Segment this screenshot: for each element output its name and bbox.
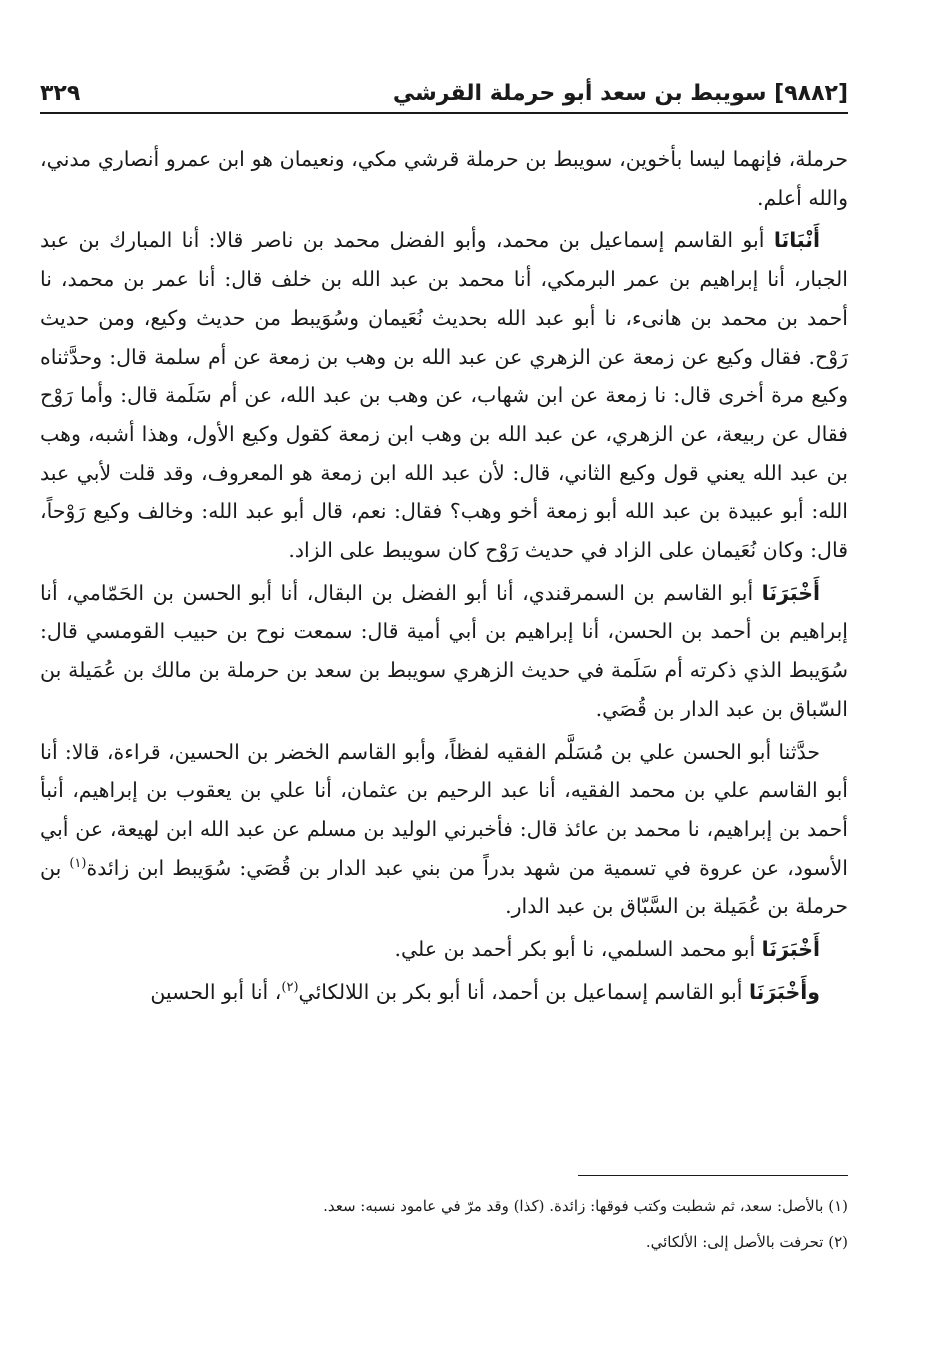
paragraph-text-after: بن حرملة بن عُمَيلة بن السَّبّاق بن عبد الدار.	[40, 855, 848, 919]
paragraph-lead: أَخْبَرَنَا	[761, 580, 820, 605]
paragraph-2	[40, 221, 848, 569]
paragraph-lead: وأَخْبَرَنَا	[748, 979, 820, 1004]
paragraph-text: أبو القاسم بن السمرقندي، أنا أبو الفضل بن البقال، أنا أبو الحسن بن الحَمّامي، أنا إبراهيم بن أحمد بن الحسن، أنا إبراهيم بن أبي أمية قال: سمعت نوح بن حبيب القومسي قال: سُوَيبط الذي ذكرته أم سَلَمة في حديث الزهري سويبط بن سعد بن حرملة بن مالك بن عُمَيلة بن السّباق بن عبد الدار بن قُصَي.	[40, 580, 849, 721]
footnote-1: (١) بالأصل: سعد، ثم شطبت وكتب فوقها: زائدة. (كذا) وقد مرّ في عامود نسبه: سعد.	[323, 1197, 848, 1215]
footnote-ref-2[interactable]: (٢)	[281, 979, 299, 995]
page-number: ٣٢٩	[40, 81, 81, 106]
running-header	[40, 66, 848, 114]
footnote-2: (٢) تحرفت بالأصل إلى: الألكائي.	[645, 1233, 848, 1251]
paragraph-text: أبو القاسم إسماعيل بن محمد، وأبو الفضل محمد بن ناصر قالا: أنا المبارك بن عبد الجبار، أنا إبراهيم بن عمر البرمكي، أنا محمد بن عبد الله بن خلف قال: أنا عمر بن محمد، نا أحمد بن محمد بن هانىء، نا أبو عبد الله بحديث نُعَيمان وسُوَيبط من حديث وكيع، ومن حديث رَوْح. فقال وكيع عن زمعة عن الزهري عن عبد الله بن وهب بن زمعة عن أم سلمة قال: وحدَّثناه وكيع مرة أخرى قال: نا زمعة عن ابن شهاب، عن وهب بن عبد الله، عن أم سَلَمة قال: وأما رَوْح فقال عن ربيعة، عن الزهري، عن عبد الله بن وهب ابن زمعة كقول وكيع الأول، وهذا أشبه، وهب بن عبد الله يعني قول وكيع الثاني، قال: لأن عبد الله ابن زمعة هو المعروف، وقد قلت لأبي عبد الله: أبو عبيدة بن عبد الله أبو زمعة أخو وهب؟ فقال: نعم، قال أبو عبد الله: وخالف وكيع رَوْحاً، قال: وكان نُعَيمان على الزاد في حديث رَوْح كان سويبط على الزاد.	[40, 228, 848, 563]
header-title: [٩٨٨٢] سويبط بن سعد أبو حرملة القرشي	[392, 81, 848, 106]
paragraph-text-after: ، أنا أبو الحسين	[150, 979, 282, 1004]
paragraph-text: أبو القاسم إسماعيل بن أحمد، أنا أبو بكر بن اللالكائي	[298, 979, 749, 1004]
paragraph-5	[40, 930, 848, 969]
paragraph-1	[40, 140, 848, 217]
body-text	[40, 140, 848, 1015]
footnote-divider	[578, 1175, 848, 1176]
paragraph-3	[40, 574, 848, 729]
paragraph-text: حرملة، فإنهما ليسا بأخوين، سويبط بن حرملة قرشي مكي، ونعيمان هو ابن عمرو أنصاري مدني، والله أعلم.	[40, 147, 848, 210]
footnote-ref-1[interactable]: (١)	[69, 855, 87, 871]
paragraph-6	[40, 973, 848, 1012]
footnotes	[40, 1188, 848, 1260]
paragraph-lead: أَخْبَرَنَا	[761, 937, 820, 962]
paragraph-text: أبو محمد السلمي، نا أبو بكر أحمد بن علي.	[394, 937, 762, 962]
paragraph-4	[40, 733, 848, 927]
paragraph-text: حدَّثنا أبو الحسن علي بن مُسَلَّم الفقيه لفظاً، وأبو القاسم الخضر بن الحسين، قراءة، قالا: أنا أبو القاسم علي بن محمد الفقيه، أنا عبد الرحيم بن عثمان، أنا علي بن يعقوب بن إبراهيم، أنبأ أحمد بن إبراهيم، نا محمد بن عائذ قال: فأخبرني الوليد بن مسلم عن عبد الله ابن لهيعة، عن أبي الأسود، عن عروة في تسمية من شهد بدراً من بني عبد الدار بن قُصَي: سُوَيبط ابن زائدة	[40, 739, 848, 880]
paragraph-lead: أَنْبَانَا	[773, 228, 820, 253]
